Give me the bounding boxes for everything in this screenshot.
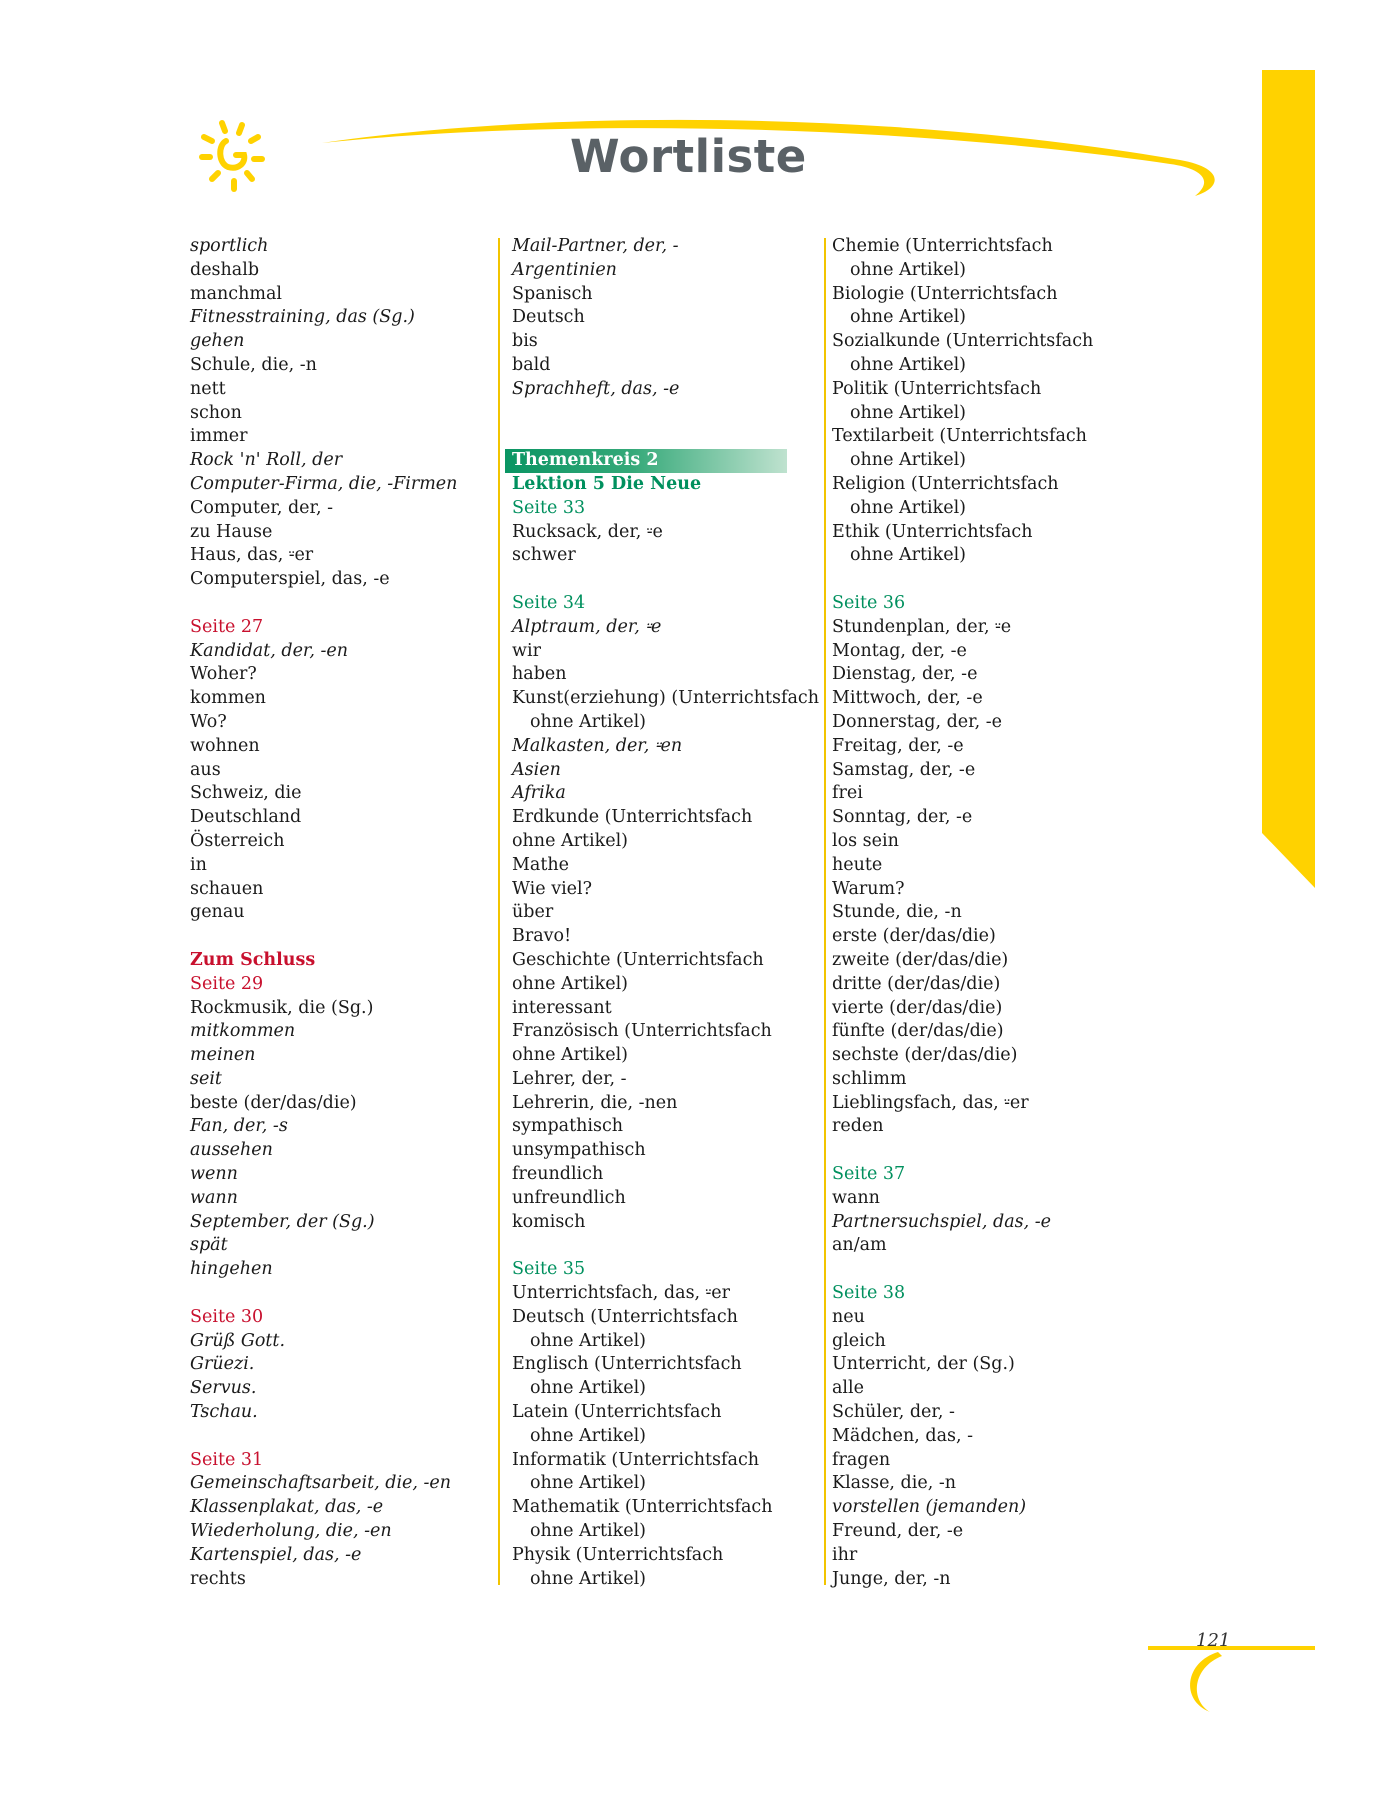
section-heading: Seite 27 <box>190 616 264 637</box>
word-entry: Computerspiel, das, -e <box>190 569 390 590</box>
column-divider-2 <box>824 238 826 1585</box>
word-entry: ohne Artikel) <box>850 450 967 471</box>
word-entry: ihr <box>832 1544 858 1565</box>
word-entry: an/am <box>832 1235 887 1256</box>
word-entry: ohne Artikel) <box>530 1521 647 1542</box>
word-entry: Schüler, der, - <box>832 1402 955 1423</box>
word-entry: Grüezi. <box>190 1354 255 1375</box>
word-entry: fragen <box>832 1449 891 1470</box>
word-entry: neu <box>832 1306 865 1327</box>
word-entry: Unterrichtsfach, das, ⸚er <box>512 1283 731 1304</box>
word-entry: Malkasten, der, ⸚en <box>512 735 683 756</box>
word-entry: Wo? <box>190 711 227 732</box>
word-entry: Partnersuchspiel, das, -e <box>832 1211 1052 1232</box>
word-entry: Rock 'n' Roll, der <box>190 450 343 471</box>
section-heading: Seite 30 <box>190 1306 264 1327</box>
word-entry: vorstellen (jemanden) <box>832 1497 1027 1518</box>
word-entry: hingehen <box>190 1259 273 1280</box>
word-entry: erste (der/das/die) <box>832 926 996 947</box>
word-entry: ohne Artikel) <box>530 1330 647 1351</box>
word-entry: wenn <box>190 1164 238 1185</box>
word-entry: ohne Artikel) <box>850 545 967 566</box>
word-entry: ohne Artikel) <box>530 711 647 732</box>
word-entry: komisch <box>512 1211 586 1232</box>
word-entry: fünfte (der/das/die) <box>832 1021 1004 1042</box>
word-entry: Deutschland <box>190 807 302 828</box>
word-entry: Sprachheft, das, -e <box>512 378 680 399</box>
word-entry: ohne Artikel) <box>850 354 967 375</box>
word-entry: Argentinien <box>512 259 617 280</box>
word-entry: Kandidat, der, -en <box>190 640 349 661</box>
word-entry: alle <box>832 1378 864 1399</box>
word-entry: Rockmusik, die (Sg.) <box>190 997 374 1018</box>
word-entry: Stundenplan, der, ⸚e <box>832 616 1012 637</box>
word-entry: los sein <box>832 830 899 851</box>
word-entry: rechts <box>190 1568 246 1589</box>
word-entry: Österreich <box>190 830 285 851</box>
word-entry: Mädchen, das, - <box>832 1425 974 1446</box>
entry-spacer <box>512 425 817 449</box>
word-entry: aussehen <box>190 1140 273 1161</box>
word-entry: Stunde, die, -n <box>832 902 962 923</box>
word-entry: Dienstag, der, -e <box>832 664 978 685</box>
word-entry: Lieblingsfach, das, ⸚er <box>832 1092 1029 1113</box>
word-entry: Französisch (Unterrichtsfach <box>512 1021 772 1042</box>
word-entry: deshalb <box>190 259 260 280</box>
word-column-3 <box>832 235 1162 1591</box>
word-entry: spät <box>190 1235 228 1256</box>
word-entry: Servus. <box>190 1378 257 1399</box>
word-entry: schauen <box>190 878 264 899</box>
word-entry: Mathe <box>512 854 570 875</box>
word-entry: Kartenspiel, das, -e <box>190 1544 362 1565</box>
word-entry: Deutsch <box>512 307 585 328</box>
word-entry: wir <box>512 640 541 661</box>
word-entry: Haus, das, ⸚er <box>190 545 314 566</box>
footer-rule <box>1148 1646 1315 1650</box>
word-entry: genau <box>190 902 245 923</box>
word-entry: Ethik (Unterrichtsfach <box>832 521 1033 542</box>
word-entry: Bravo! <box>512 926 572 947</box>
word-entry: meinen <box>190 1045 256 1066</box>
word-entry: Montag, der, -e <box>832 640 967 661</box>
word-entry: ohne Artikel) <box>850 402 967 423</box>
word-entry: Schule, die, -n <box>190 354 317 375</box>
word-column-1 <box>190 235 480 1591</box>
word-entry: Warum? <box>832 878 905 899</box>
word-entry: Tschau. <box>190 1402 258 1423</box>
word-entry: zu Hause <box>190 521 273 542</box>
word-entry: schon <box>190 402 242 423</box>
word-entry: Grüß Gott. <box>190 1330 286 1351</box>
entry-spacer <box>832 1139 1162 1163</box>
word-entry: unfreundlich <box>512 1187 626 1208</box>
word-entry: Computer-Firma, die, -Firmen <box>190 473 458 494</box>
word-entry: Physik (Unterrichtsfach <box>512 1544 724 1565</box>
section-heading: Seite 37 <box>832 1164 906 1185</box>
theme-band: Themenkreis 2 <box>505 449 787 473</box>
word-entry: Asien <box>512 759 561 780</box>
word-entry: heute <box>832 854 883 875</box>
word-entry: reden <box>832 1116 884 1137</box>
word-entry: Klasse, die, -n <box>832 1473 957 1494</box>
word-entry: Chemie (Unterrichtsfach <box>832 236 1053 256</box>
word-entry: Mittwoch, der, -e <box>832 688 983 709</box>
word-entry: schwer <box>512 545 576 566</box>
word-entry: zweite (der/das/die) <box>832 949 1009 970</box>
section-heading: Seite 34 <box>512 592 586 613</box>
entry-spacer <box>190 1282 480 1306</box>
word-entry: Wiederholung, die, -en <box>190 1521 392 1542</box>
word-entry: ohne Artikel) <box>530 1473 647 1494</box>
word-entry: Gemeinschaftsarbeit, die, -en <box>190 1473 452 1494</box>
word-entry: haben <box>512 664 567 685</box>
word-entry: ohne Artikel) <box>512 973 629 994</box>
word-entry: gehen <box>190 331 245 352</box>
word-entry: Woher? <box>190 664 257 685</box>
word-entry: Wie viel? <box>512 878 593 899</box>
word-entry: Sonntag, der, -e <box>832 807 973 828</box>
entry-spacer <box>832 568 1162 592</box>
sun-icon <box>202 123 262 189</box>
word-entry: ohne Artikel) <box>512 1045 629 1066</box>
word-entry: immer <box>190 426 248 447</box>
word-entry: Sozialkunde (Unterrichtsfach <box>832 331 1094 352</box>
page-number: 121 <box>1196 1630 1231 1651</box>
word-entry: interessant <box>512 997 612 1018</box>
word-entry: Klassenplakat, das, -e <box>190 1497 384 1518</box>
page-tab <box>1262 70 1315 888</box>
section-heading: Seite 36 <box>832 592 906 613</box>
word-entry: freundlich <box>512 1164 604 1185</box>
word-entry: Kunst(erziehung) (Unterrichtsfach <box>512 688 820 709</box>
word-entry: ohne Artikel) <box>512 830 629 851</box>
word-entry: Geschichte (Unterrichtsfach <box>512 949 764 970</box>
word-entry: beste (der/das/die) <box>190 1092 357 1113</box>
word-entry: seit <box>190 1068 222 1089</box>
word-column-2 <box>512 235 820 1591</box>
word-entry: ohne Artikel) <box>850 307 967 328</box>
word-entry: Mail-Partner, der, - <box>512 236 679 256</box>
section-heading: Seite 35 <box>512 1259 586 1280</box>
word-entry: aus <box>190 759 221 780</box>
word-entry: Mathematik (Unterrichtsfach <box>512 1497 773 1518</box>
word-entry: Rucksack, der, ⸚e <box>512 521 663 542</box>
word-entry: Donnerstag, der, -e <box>832 711 1003 732</box>
word-entry: Spanisch <box>512 283 593 304</box>
word-entry: sechste (der/das/die) <box>832 1045 1018 1066</box>
word-entry: Alptraum, der, ⸚e <box>512 616 662 637</box>
word-entry: September, der (Sg.) <box>190 1211 375 1232</box>
entry-spacer <box>512 568 817 592</box>
word-entry: Textilarbeit (Unterrichtsfach <box>832 426 1087 447</box>
word-entry: Fitnesstraining, das (Sg.) <box>190 307 415 328</box>
word-entry: ohne Artikel) <box>850 259 967 280</box>
section-heading: Seite 31 <box>190 1449 264 1470</box>
word-entry: Unterricht, der (Sg.) <box>832 1354 1015 1375</box>
section-heading: Seite 38 <box>832 1283 906 1304</box>
word-entry: schlimm <box>832 1068 907 1089</box>
word-entry: Samstag, der, -e <box>832 759 976 780</box>
word-entry: Erdkunde (Unterrichtsfach <box>512 807 753 828</box>
word-entry: sympathisch <box>512 1116 624 1137</box>
word-entry: wohnen <box>190 735 260 756</box>
word-entry: Religion (Unterrichtsfach <box>832 473 1059 494</box>
section-heading: Zum Schluss <box>190 949 316 970</box>
entry-spacer <box>190 1425 480 1449</box>
word-entry: Lehrer, der, - <box>512 1068 627 1089</box>
word-entry: wann <box>190 1187 238 1208</box>
section-heading: Seite 33 <box>512 497 586 518</box>
word-entry: frei <box>832 783 863 804</box>
word-entry: Junge, der, -n <box>832 1568 951 1589</box>
word-entry: ohne Artikel) <box>530 1378 647 1399</box>
word-entry: Schweiz, die <box>190 783 302 804</box>
word-entry: Freitag, der, -e <box>832 735 964 756</box>
word-entry: Biologie (Unterrichtsfach <box>832 283 1058 304</box>
word-entry: Lehrerin, die, -nen <box>512 1092 678 1113</box>
entry-spacer <box>190 592 480 616</box>
entry-spacer <box>512 402 817 426</box>
word-entry: ohne Artikel) <box>530 1568 647 1589</box>
word-entry: Politik (Unterrichtsfach <box>832 378 1042 399</box>
word-entry: Computer, der, - <box>190 497 333 518</box>
word-entry: wann <box>832 1187 880 1208</box>
footer-swirl <box>1190 1652 1222 1712</box>
word-entry: ohne Artikel) <box>530 1425 647 1446</box>
section-heading: Seite 29 <box>190 973 264 994</box>
word-entry: bis <box>512 331 538 352</box>
word-entry: Fan, der, -s <box>190 1116 288 1137</box>
word-entry: unsympathisch <box>512 1140 646 1161</box>
word-entry: in <box>190 854 207 875</box>
word-entry: gleich <box>832 1330 886 1351</box>
word-entry: Freund, der, -e <box>832 1521 964 1542</box>
word-entry: Englisch (Unterrichtsfach <box>512 1354 742 1375</box>
word-entry: sportlich <box>190 236 269 256</box>
word-entry: nett <box>190 378 226 399</box>
word-entry: ohne Artikel) <box>850 497 967 518</box>
entry-spacer <box>190 925 480 949</box>
word-entry: Informatik (Unterrichtsfach <box>512 1449 760 1470</box>
word-entry: Afrika <box>512 783 566 804</box>
word-entry: bald <box>512 354 551 375</box>
word-entry: manchmal <box>190 283 282 304</box>
entry-spacer <box>512 1234 817 1258</box>
section-heading: Lektion 5 Die Neue <box>512 473 702 494</box>
word-entry: Deutsch (Unterrichtsfach <box>512 1306 738 1327</box>
word-entry: mitkommen <box>190 1021 296 1042</box>
word-entry: kommen <box>190 688 266 709</box>
entry-spacer <box>832 1258 1162 1282</box>
word-entry: vierte (der/das/die) <box>832 997 1003 1018</box>
page-title: Wortliste <box>570 130 807 183</box>
column-divider-1 <box>498 238 500 1585</box>
word-entry: Latein (Unterrichtsfach <box>512 1402 722 1423</box>
word-entry: über <box>512 902 554 923</box>
word-entry: dritte (der/das/die) <box>832 973 1001 994</box>
